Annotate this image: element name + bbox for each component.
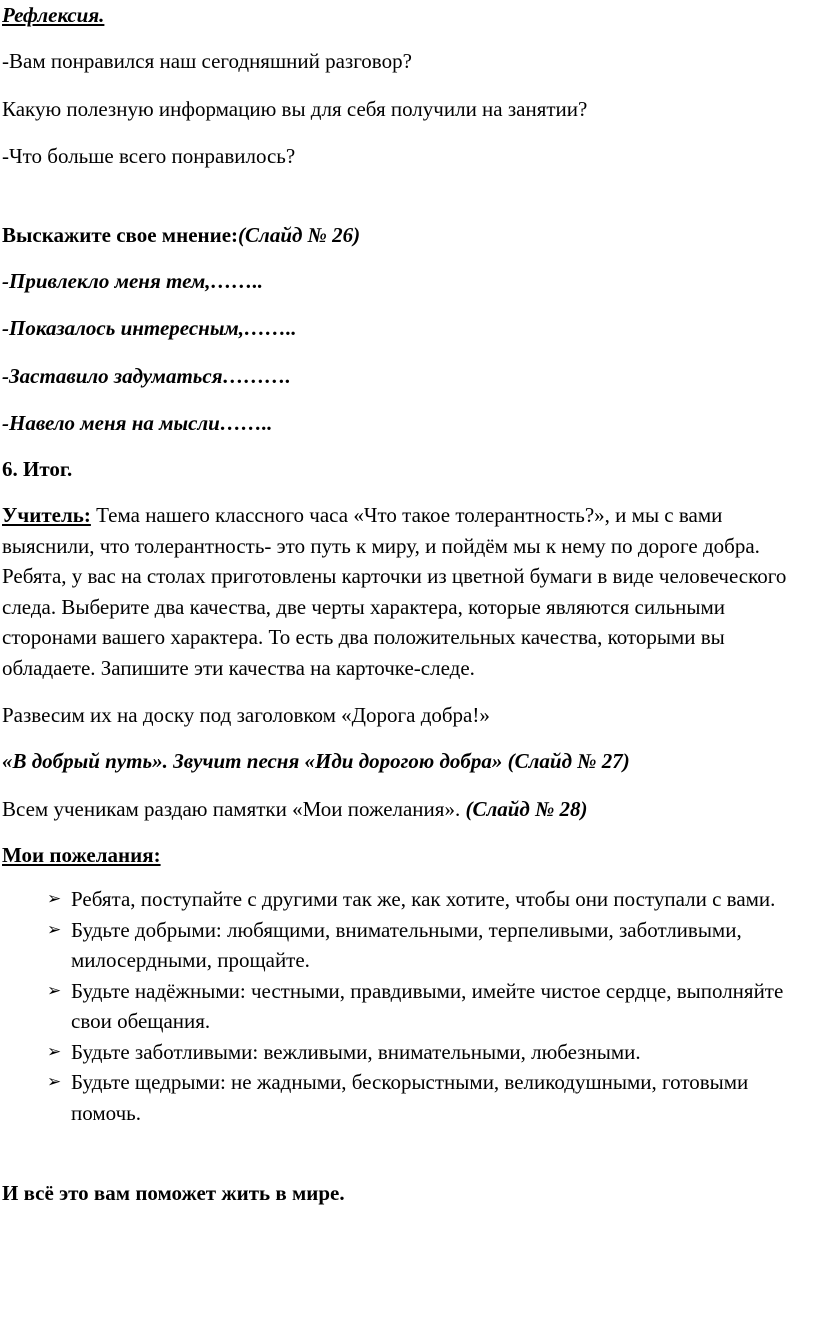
list-item: ➢ Будьте добрыми: любящими, внимательными, терпеливыми, заботливыми, милосердными, прощайте. (0, 915, 811, 976)
board-line: Развесим их на доску под заголовком «Дорога добра!» (2, 703, 490, 727)
question-3: -Что больше всего понравилось? (2, 144, 296, 168)
question-2: Какую полезную информацию вы для себя получили на занятии? (2, 97, 588, 121)
opinion-prompt-text: Выскажите свое мнение: (2, 223, 239, 247)
opinion-line-3: -Заставило задуматься………. (2, 364, 291, 388)
memo-line (2, 796, 588, 822)
arrow-bullet-icon: ➢ (47, 919, 62, 940)
opinion-line-2: -Показалось интересным,…….. (2, 316, 297, 340)
song-line: «В добрый путь». Звучит песня «Иди дорогою добра» (Слайд № 27) (2, 749, 630, 773)
arrow-bullet-icon: ➢ (47, 1041, 62, 1062)
opinion-slide-ref: (Слайд № 26) (238, 223, 361, 247)
opinion-line-1: -Привлекло меня тем,…….. (2, 269, 264, 293)
memo-slide-ref: (Слайд № 28) (465, 797, 588, 821)
teacher-paragraph (2, 500, 812, 684)
memo-text: Всем ученикам раздаю памятки «Мои пожелания». (2, 797, 466, 821)
arrow-bullet-icon: ➢ (47, 889, 62, 909)
arrow-bullet-icon: ➢ (47, 980, 62, 1001)
list-item: ➢ Будьте заботливыми: вежливыми, внимательными, любезными. (0, 1037, 811, 1068)
reflection-heading: Рефлексия. (2, 3, 105, 27)
closing-line: И всё это вам поможет жить в мире. (2, 1181, 345, 1205)
opinion-prompt (2, 222, 360, 248)
wishes-heading: Мои пожелания: (2, 843, 161, 867)
list-item: ➢ Будьте надёжными: честными, правдивыми, имейте чистое сердце, выполняйте свои обещания. (0, 976, 811, 1037)
summary-heading: 6. Итог. (2, 457, 73, 481)
wishes-list (0, 884, 816, 1128)
list-item: ➢ Будьте щедрыми: не жадными, бескорыстными, великодушными, готовыми помочь. (0, 1067, 811, 1128)
question-1: -Вам понравился наш сегодняшний разговор? (2, 49, 412, 73)
teacher-text: Тема нашего классного часа «Что такое толерантность?», и мы с вами выяснили, что толерантность- это путь к миру, и пойдём мы к нему по дороге добра. Ребята, у вас на столах приготовлены карточки из цветной бумаги в виде человеческого следа. Выберите два качества, две черты характера, которые являются сильными сторонами вашего характера. То есть два положительных качества, которыми вы обладаете. Запишите эти качества на карточке-следе. (2, 503, 787, 680)
list-item: ➢ Ребята, поступайте с другими так же, как хотите, чтобы они поступали с вами. (0, 884, 811, 915)
teacher-label: Учитель: (2, 503, 91, 527)
opinion-line-4: -Навело меня на мысли…….. (2, 411, 273, 435)
arrow-bullet-icon: ➢ (47, 1072, 62, 1092)
